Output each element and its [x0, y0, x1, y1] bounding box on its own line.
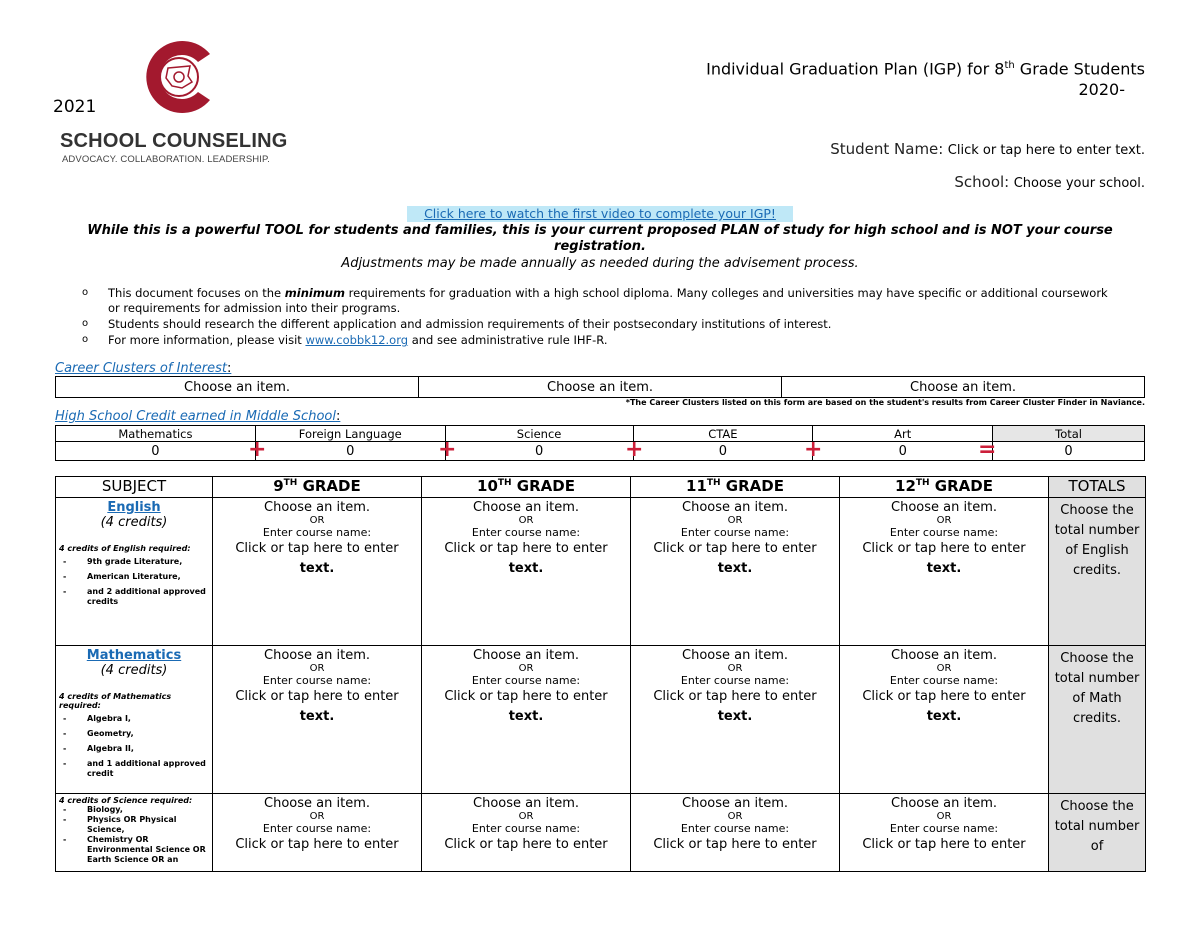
cluster-dropdown-2[interactable]: Choose an item. — [419, 377, 782, 398]
career-clusters-label: Career Clusters of Interest: — [55, 361, 232, 376]
credit-value-math[interactable]: 0 — [56, 442, 256, 461]
cluster-footnote: *The Career Clusters listed on this form are based on the student's results from Career Cluster Finder in Naviance. — [625, 398, 1145, 407]
credit-header-science: Science — [445, 426, 633, 442]
credit-header-art: Art — [813, 426, 993, 442]
middle-school-credit-label: High School Credit earned in Middle School: — [55, 409, 341, 424]
list-item: - Algebra II, — [59, 744, 209, 754]
english-requirement: 4 credits of English required: — [59, 544, 191, 553]
student-name-label: Student Name: — [830, 140, 944, 158]
plus-sign: + — [248, 437, 267, 462]
title-sup: th — [1004, 60, 1015, 71]
credit-value-ctae[interactable]: 0 — [633, 442, 813, 461]
course-dropdown[interactable]: Choose an item. — [682, 648, 788, 663]
math-subject-cell — [56, 646, 213, 794]
course-text-field[interactable]: Click or tap here to enter — [862, 837, 1026, 852]
header-subject: SUBJECT — [56, 477, 213, 498]
math-grade-10-cell: Choose an item. OR Enter course name: Click or tap here to enter text. — [422, 646, 631, 794]
header-totals: TOTALS — [1049, 477, 1146, 498]
science-grade-9-cell: Choose an item. OR Enter course name: Click or tap here to enter — [213, 794, 422, 872]
math-requirement-list — [59, 714, 209, 779]
english-grade-11-cell: Choose an item. OR Enter course name: Click or tap here to enter text. — [631, 498, 840, 646]
course-text-field[interactable]: Click or tap here to enter text. — [444, 541, 608, 576]
adjustments-note: Adjustments may be made annually as needed during the advisement process. — [341, 256, 859, 271]
header-grade-12: 12TH GRADE — [840, 477, 1049, 498]
english-total-dropdown[interactable]: Choose the total number of English credits. — [1049, 498, 1146, 646]
science-requirement: 4 credits of Science required: — [59, 796, 193, 805]
course-dropdown[interactable]: Choose an item. — [682, 796, 788, 811]
title-suffix: Grade Students — [1014, 59, 1145, 79]
science-grade-10-cell: Choose an item. OR Enter course name: Click or tap here to enter — [422, 794, 631, 872]
school-label: School: — [954, 173, 1010, 191]
course-text-field[interactable]: Click or tap here to enter text. — [862, 689, 1026, 724]
school-counseling-c-logo-icon — [138, 36, 220, 118]
english-credits: (4 credits) — [100, 515, 168, 530]
course-dropdown[interactable]: Choose an item. — [473, 796, 579, 811]
science-row — [56, 794, 1146, 872]
credit-header-foreign-language: Foreign Language — [255, 426, 445, 442]
video-link[interactable]: Click here to watch the first video to complete your IGP! — [407, 206, 793, 222]
list-item: - American Literature, — [59, 572, 209, 582]
math-grade-9-cell: Choose an item. OR Enter course name: Click or tap here to enter text. — [213, 646, 422, 794]
credit-value-foreign-language[interactable]: 0 — [255, 442, 445, 461]
title-year: 2020- — [1078, 80, 1125, 100]
student-name-row — [830, 140, 1145, 158]
header-grade-10: 10TH GRADE — [422, 477, 631, 498]
bullet-item: o This document focuses on the minimum requirements for graduation with a high school diploma. Many colleges and universities may have specific or additional coursework or requirements for admission into their programs. — [80, 286, 1110, 316]
school-row — [954, 173, 1145, 191]
list-item: - and 2 additional approved credits — [59, 587, 209, 607]
english-row — [56, 498, 1146, 646]
list-item: - Physics OR Physical Science, — [59, 815, 209, 835]
info-bullets — [80, 286, 1110, 349]
list-item: - and 1 additional approved credit — [59, 759, 209, 779]
cobbk12-link[interactable]: www.cobbk12.org — [305, 333, 409, 347]
course-dropdown[interactable]: Choose an item. — [891, 648, 997, 663]
course-text-field[interactable]: Click or tap here to enter text. — [235, 541, 399, 576]
math-row — [56, 646, 1146, 794]
career-clusters-table — [55, 376, 1145, 398]
document-title — [585, 55, 1145, 100]
bullet-item: o For more information, please visit www.cobbk12.org and see administrative rule IHF-R. — [80, 333, 1110, 348]
math-grade-12-cell: Choose an item. OR Enter course name: Click or tap here to enter text. — [840, 646, 1049, 794]
course-text-field[interactable]: Click or tap here to enter text. — [235, 689, 399, 724]
logo-tagline: ADVOCACY. COLLABORATION. LEADERSHIP. — [62, 154, 270, 165]
course-text-field[interactable]: Click or tap here to enter text. — [653, 541, 817, 576]
science-subject-cell — [56, 794, 213, 872]
equals-sign: = — [978, 437, 997, 462]
plus-sign: + — [625, 437, 644, 462]
plus-sign: + — [438, 437, 457, 462]
course-text-field[interactable]: Click or tap here to enter — [444, 837, 608, 852]
plus-sign: + — [804, 437, 823, 462]
year-fragment: 2021 — [53, 97, 97, 117]
english-grade-10-cell: Choose an item. OR Enter course name: Click or tap here to enter text. — [422, 498, 631, 646]
list-item: - Biology, — [59, 805, 209, 815]
credit-header-math: Mathematics — [56, 426, 256, 442]
science-requirement-list — [59, 805, 209, 865]
math-subject-link[interactable]: Mathematics — [86, 648, 182, 663]
bullet-item: o Students should research the different application and admission requirements of their postsecondary institutions of interest. — [80, 317, 1110, 332]
credit-value-total: 0 — [993, 442, 1145, 461]
course-dropdown[interactable]: Choose an item. — [473, 648, 579, 663]
list-item: - 9th grade Literature, — [59, 557, 209, 567]
math-total-dropdown[interactable]: Choose the total number of Math credits. — [1049, 646, 1146, 794]
course-dropdown[interactable]: Choose an item. — [891, 500, 997, 515]
course-text-field[interactable]: Click or tap here to enter text. — [444, 689, 608, 724]
title-prefix: Individual Graduation Plan (IGP) for 8 — [706, 59, 1005, 79]
course-text-field[interactable]: Click or tap here to enter text. — [862, 541, 1026, 576]
cluster-dropdown-3[interactable]: Choose an item. — [782, 377, 1145, 398]
student-name-field[interactable]: Click or tap here to enter text. — [947, 143, 1145, 158]
course-text-field[interactable]: Click or tap here to enter — [235, 837, 399, 852]
disclaimer-text: While this is a powerful TOOL for students and families, this is your current proposed PLAN of study for high school and is NOT your course registration. — [87, 223, 1113, 254]
list-item: - Chemistry OR Environmental Science OR Earth Science OR an — [59, 835, 209, 865]
english-requirement-list — [59, 557, 209, 607]
credit-value-science[interactable]: 0 — [445, 442, 633, 461]
course-dropdown[interactable]: Choose an item. — [264, 648, 370, 663]
credit-header-ctae: CTAE — [633, 426, 813, 442]
logo-brand-text: SCHOOL COUNSELING — [60, 130, 288, 152]
credit-value-art[interactable]: 0 — [813, 442, 993, 461]
science-total-dropdown[interactable]: Choose the total number of — [1049, 794, 1146, 872]
list-item: - Geometry, — [59, 729, 209, 739]
english-grade-9-cell: Choose an item. OR Enter course name: Click or tap here to enter text. — [213, 498, 422, 646]
science-grade-12-cell: Choose an item. OR Enter course name: Click or tap here to enter — [840, 794, 1049, 872]
course-dropdown[interactable]: Choose an item. — [264, 500, 370, 515]
science-grade-11-cell: Choose an item. OR Enter course name: Click or tap here to enter — [631, 794, 840, 872]
course-dropdown[interactable]: Choose an item. — [891, 796, 997, 811]
course-dropdown[interactable]: Choose an item. — [473, 500, 579, 515]
header-grade-9: 9TH GRADE — [213, 477, 422, 498]
english-subject-link[interactable]: English — [107, 500, 161, 515]
course-text-field[interactable]: Click or tap here to enter text. — [653, 689, 817, 724]
course-dropdown[interactable]: Choose an item. — [682, 500, 788, 515]
math-credits: (4 credits) — [100, 663, 168, 678]
cluster-dropdown-1[interactable]: Choose an item. — [56, 377, 419, 398]
english-subject-cell — [56, 498, 213, 646]
course-dropdown[interactable]: Choose an item. — [264, 796, 370, 811]
school-dropdown[interactable]: Choose your school. — [1013, 176, 1145, 191]
credit-header-total: Total — [993, 426, 1145, 442]
math-requirement: 4 credits of Mathematics required: — [59, 692, 172, 710]
english-grade-12-cell: Choose an item. OR Enter course name: Click or tap here to enter text. — [840, 498, 1049, 646]
header-grade-11: 11TH GRADE — [631, 477, 840, 498]
list-item: - Algebra I, — [59, 714, 209, 724]
math-grade-11-cell: Choose an item. OR Enter course name: Click or tap here to enter text. — [631, 646, 840, 794]
course-text-field[interactable]: Click or tap here to enter — [653, 837, 817, 852]
course-plan-table — [55, 476, 1146, 872]
